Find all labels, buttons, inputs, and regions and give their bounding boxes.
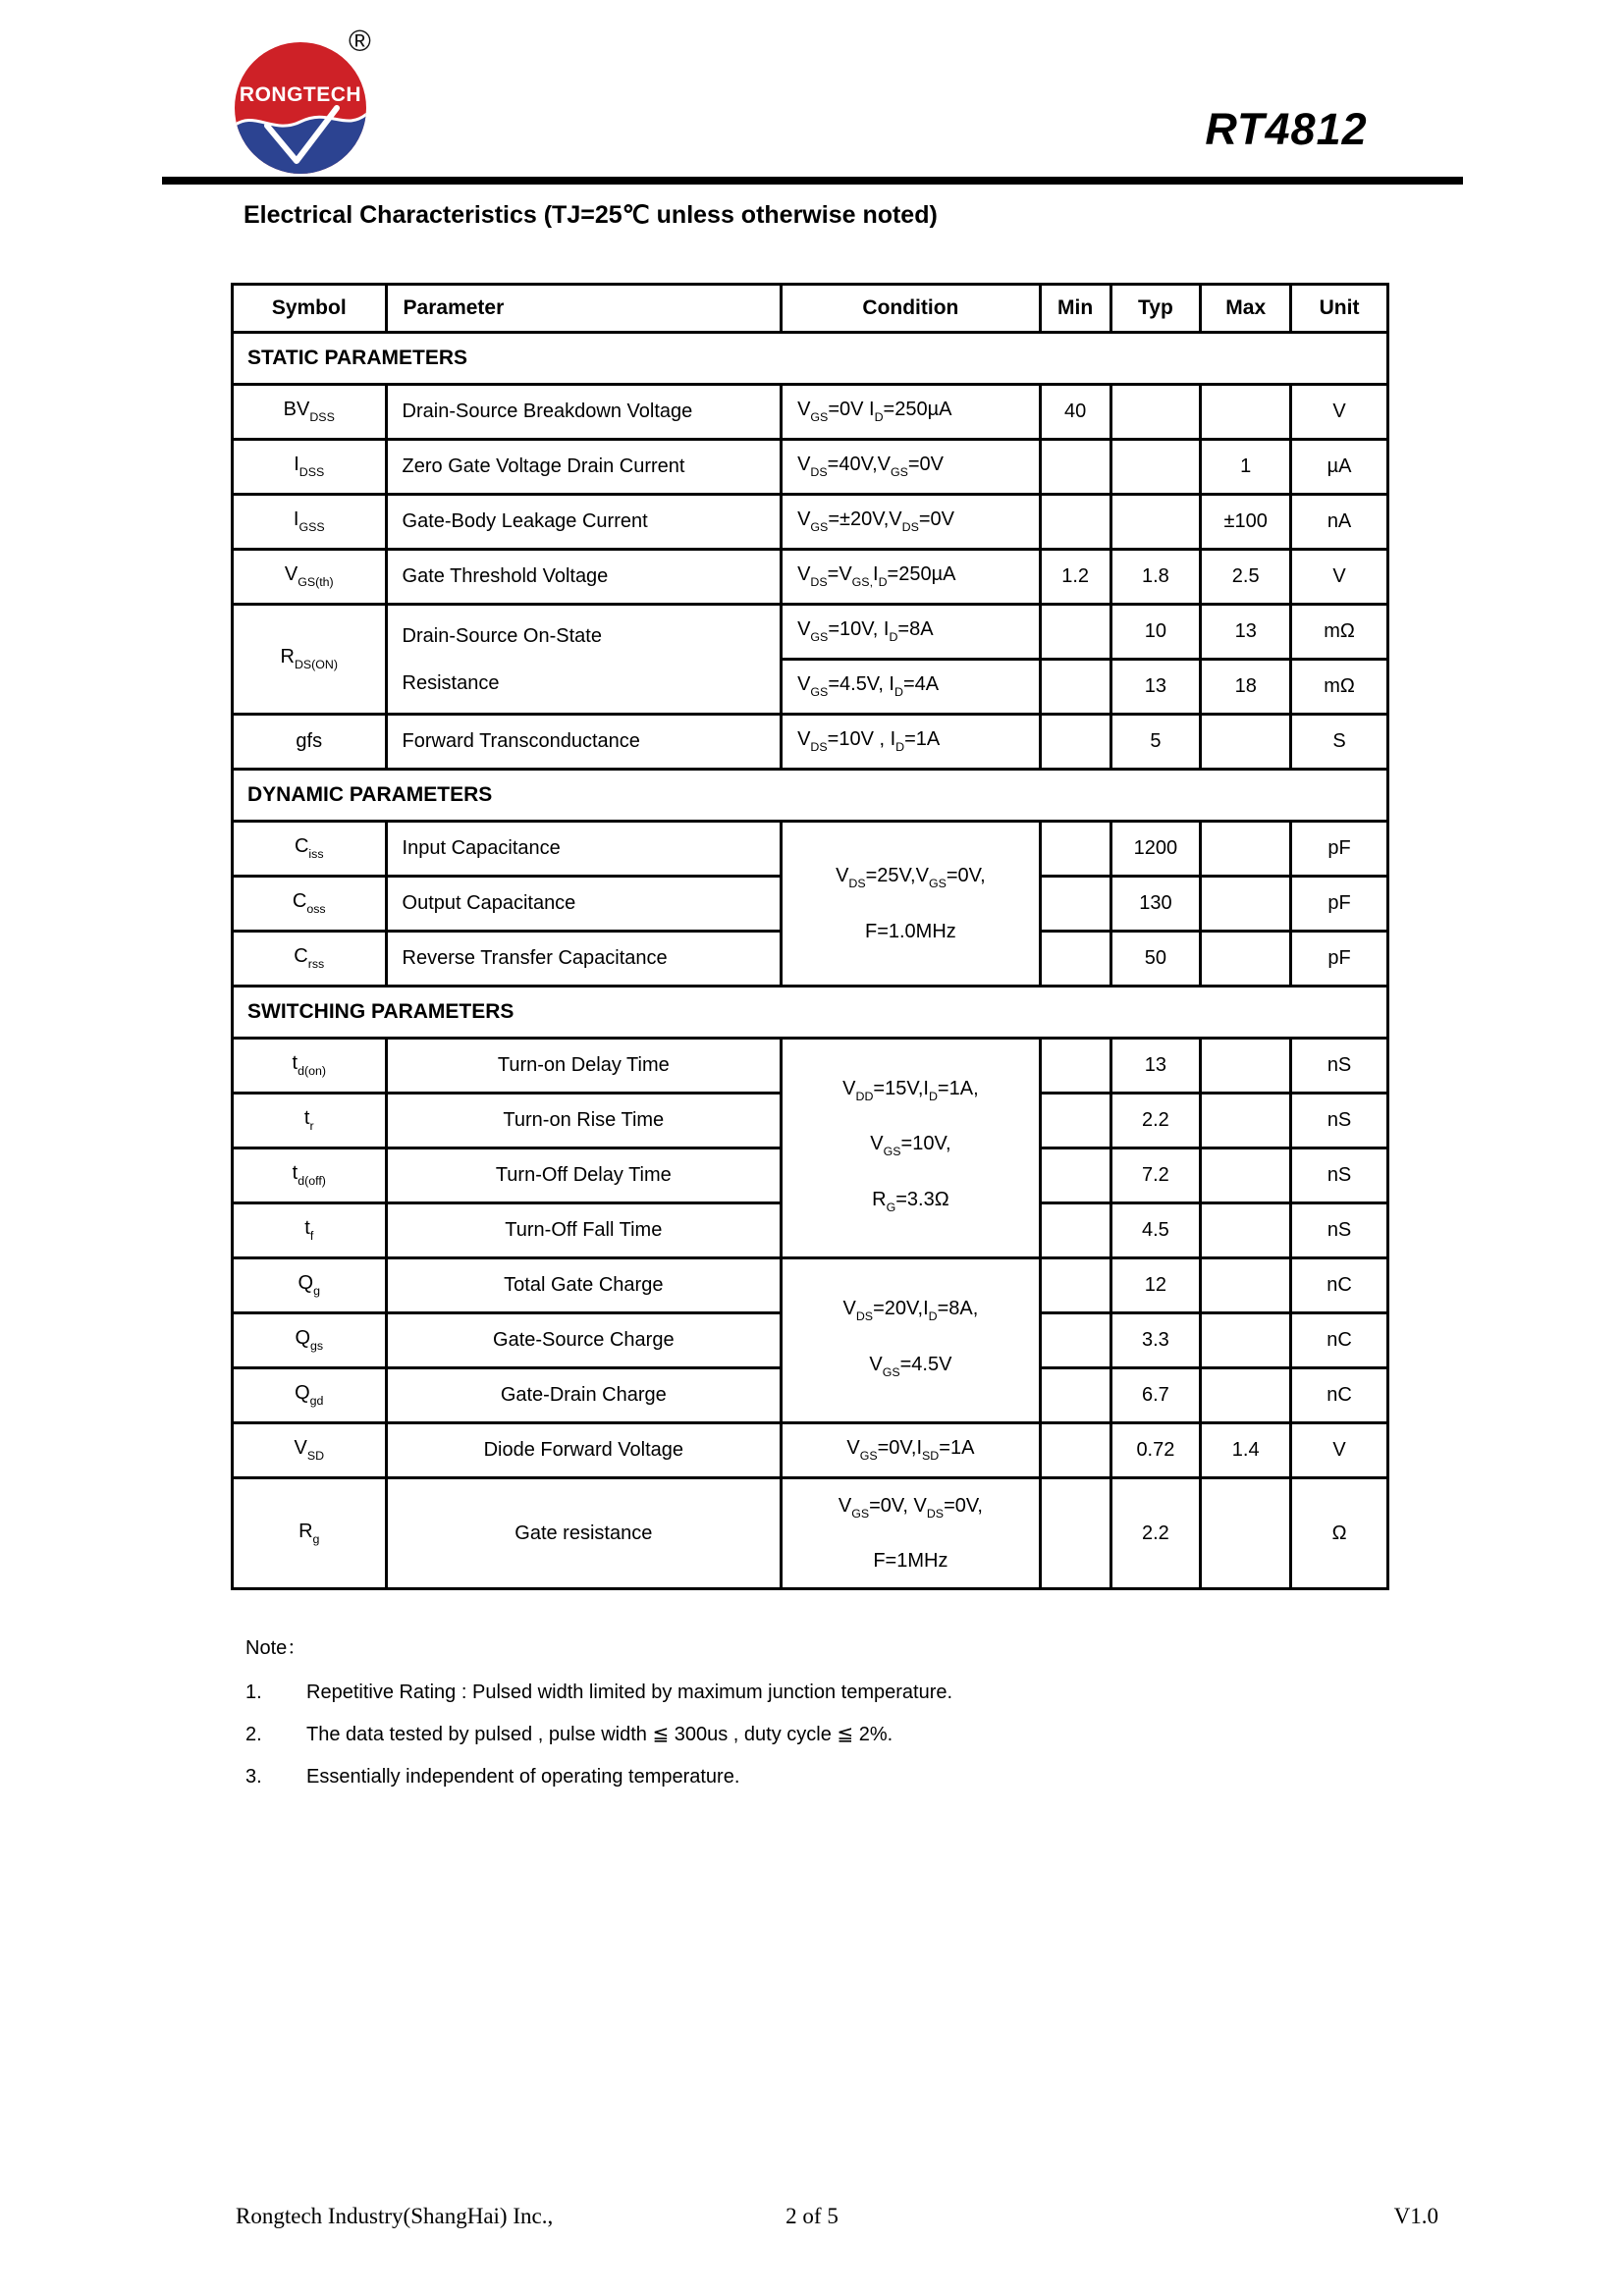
page-title: Electrical Characteristics (TJ=25℃ unless otherwise noted) [244, 201, 938, 229]
cell-typ [1110, 385, 1201, 440]
cell-symbol: $I_{DSS}$ [233, 440, 387, 495]
table-row [233, 550, 1388, 605]
cell-parameter: Drain-Source On-State Resistance [386, 605, 782, 715]
cell-min: 1.2 [1040, 550, 1110, 605]
cell-min [1040, 1368, 1110, 1423]
note-item [245, 1764, 1375, 1789]
table-row [233, 715, 1388, 770]
cell-parameter: Gate-Body Leakage Current [386, 495, 782, 550]
cell-condition: $V_{DS}=25V,V_{GS}=0V$, F=1.0MHz [782, 822, 1041, 987]
cell-symbol: $C_{rss}$ [233, 932, 387, 987]
cell-condition: $V_{GS}=0V$, $V_{DS}=0V$, F=1MHz [782, 1478, 1041, 1589]
cell-typ: 7.2 [1110, 1148, 1201, 1203]
cell-max [1201, 1148, 1291, 1203]
cell-condition: $V_{GS}=\pm 20V,V_{DS}=0V$ [782, 495, 1041, 550]
cell-parameter: Turn-Off Delay Time [386, 1148, 782, 1203]
header-rule [162, 177, 1463, 185]
cell-typ: 13 [1110, 660, 1201, 715]
page-footer [0, 2204, 1624, 2233]
cell-max [1201, 1258, 1291, 1313]
cell-typ: 10 [1110, 605, 1201, 660]
cell-parameter: Forward Transconductance [386, 715, 782, 770]
cell-min [1040, 877, 1110, 932]
note-number: 1. [245, 1682, 262, 1703]
cell-parameter: Zero Gate Voltage Drain Current [386, 440, 782, 495]
cell-typ [1110, 495, 1201, 550]
cell-max: 1 [1201, 440, 1291, 495]
cell-min [1040, 440, 1110, 495]
cell-unit: V [1291, 1423, 1388, 1478]
cell-symbol: $V_{GS(th)}$ [233, 550, 387, 605]
table-row [233, 822, 1388, 877]
cell-condition: $V_{GS}=0V,I_{SD}=1A$ [782, 1423, 1041, 1478]
section-header-row [233, 333, 1388, 385]
cell-min [1040, 932, 1110, 987]
cell-max [1201, 1313, 1291, 1368]
cell-typ: 5 [1110, 715, 1201, 770]
cell-parameter: Diode Forward Voltage [386, 1423, 782, 1478]
cell-typ: 0.72 [1110, 1423, 1201, 1478]
table-row [233, 495, 1388, 550]
cell-parameter: Drain-Source Breakdown Voltage [386, 385, 782, 440]
cell-condition: $V_{GS}=4.5V$, $I_D=4A$ [782, 660, 1041, 715]
note-text: Essentially independent of operating temperature. [306, 1766, 740, 1788]
cell-parameter: Reverse Transfer Capacitance [386, 932, 782, 987]
cell-symbol: $t_{d(off)}$ [233, 1148, 387, 1203]
cell-max [1201, 1094, 1291, 1148]
cell-symbol: $C_{iss}$ [233, 822, 387, 877]
column-header-typ: Typ [1110, 285, 1201, 333]
cell-unit: V [1291, 550, 1388, 605]
cell-max: ±100 [1201, 495, 1291, 550]
cell-min [1040, 1423, 1110, 1478]
column-header-parameter: Parameter [386, 285, 782, 333]
table-row [233, 1039, 1388, 1094]
cell-symbol: $BV_{DSS}$ [233, 385, 387, 440]
cell-symbol: $V_{SD}$ [233, 1423, 387, 1478]
cell-min [1040, 1039, 1110, 1094]
cell-min [1040, 822, 1110, 877]
cell-min [1040, 1313, 1110, 1368]
cell-unit: mΩ [1291, 605, 1388, 660]
cell-min [1040, 1203, 1110, 1258]
cell-parameter: Turn-on Rise Time [386, 1094, 782, 1148]
cell-min [1040, 495, 1110, 550]
note-text: Repetitive Rating : Pulsed width limited by maximum junction temperature. [306, 1682, 953, 1703]
note-item [245, 1722, 1375, 1747]
cell-max [1201, 385, 1291, 440]
section-title: SWITCHING PARAMETERS [233, 987, 1388, 1039]
section-header-row [233, 987, 1388, 1039]
cell-condition: $V_{DS}=V_{GS,}I_D=250\mu A$ [782, 550, 1041, 605]
electrical-characteristics-table [231, 283, 1389, 1590]
cell-typ: 2.2 [1110, 1478, 1201, 1589]
table-header-row [233, 285, 1388, 333]
cell-unit: nC [1291, 1313, 1388, 1368]
note-text: The data tested by pulsed , pulse width ≦ 300us , duty cycle ≦ 2%. [306, 1724, 893, 1745]
cell-min: 40 [1040, 385, 1110, 440]
cell-max [1201, 1039, 1291, 1094]
cell-max [1201, 1478, 1291, 1589]
cell-typ: 1200 [1110, 822, 1201, 877]
cell-typ: 50 [1110, 932, 1201, 987]
cell-symbol: $t_r$ [233, 1094, 387, 1148]
cell-max [1201, 932, 1291, 987]
cell-unit: V [1291, 385, 1388, 440]
cell-typ: 6.7 [1110, 1368, 1201, 1423]
cell-unit: pF [1291, 877, 1388, 932]
cell-unit: nS [1291, 1039, 1388, 1094]
cell-max [1201, 715, 1291, 770]
cell-unit: nC [1291, 1368, 1388, 1423]
cell-symbol: $Q_{gd}$ [233, 1368, 387, 1423]
cell-parameter: Gate Threshold Voltage [386, 550, 782, 605]
cell-max [1201, 877, 1291, 932]
cell-unit: nA [1291, 495, 1388, 550]
cell-condition: $V_{DS}=10V$ , $I_D=1A$ [782, 715, 1041, 770]
footer-company: Rongtech Industry(ShangHai) Inc., [236, 2204, 554, 2228]
note-item [245, 1680, 1375, 1705]
cell-typ: 130 [1110, 877, 1201, 932]
cell-typ: 2.2 [1110, 1094, 1201, 1148]
section-header-row [233, 770, 1388, 822]
cell-unit: µA [1291, 440, 1388, 495]
table-row [233, 1258, 1388, 1313]
cell-typ: 13 [1110, 1039, 1201, 1094]
note-number: 2. [245, 1724, 262, 1745]
column-header-unit: Unit [1291, 285, 1388, 333]
cell-unit: pF [1291, 932, 1388, 987]
cell-unit: nS [1291, 1203, 1388, 1258]
table-row [233, 385, 1388, 440]
column-header-max: Max [1201, 285, 1291, 333]
cell-min [1040, 715, 1110, 770]
note-label: Note： [245, 1637, 307, 1659]
cell-max: 13 [1201, 605, 1291, 660]
cell-symbol: $t_f$ [233, 1203, 387, 1258]
cell-symbol: $I_{GSS}$ [233, 495, 387, 550]
table-row [233, 605, 1388, 660]
cell-parameter: Output Capacitance [386, 877, 782, 932]
cell-parameter: Turn-Off Fall Time [386, 1203, 782, 1258]
footer-version: V1.0 [1393, 2204, 1438, 2228]
cell-typ: 12 [1110, 1258, 1201, 1313]
cell-min [1040, 660, 1110, 715]
cell-symbol: $t_{d(on)}$ [233, 1039, 387, 1094]
footer-page-number: 2 of 5 [785, 2204, 839, 2228]
note-number: 3. [245, 1766, 262, 1788]
section-title: DYNAMIC PARAMETERS [233, 770, 1388, 822]
cell-parameter: Turn-on Delay Time [386, 1039, 782, 1094]
cell-max [1201, 822, 1291, 877]
cell-parameter: Gate-Drain Charge [386, 1368, 782, 1423]
cell-unit: pF [1291, 822, 1388, 877]
cell-max: 2.5 [1201, 550, 1291, 605]
registered-trademark-icon: ® [349, 24, 371, 58]
cell-min [1040, 1258, 1110, 1313]
cell-typ: 1.8 [1110, 550, 1201, 605]
cell-condition: $V_{DD}=15V,I_D=1A$, $V_{GS}=10V$, $R_G=3.3\Omega$ [782, 1039, 1041, 1258]
cell-max [1201, 1203, 1291, 1258]
cell-symbol: $R_{DS(ON)}$ [233, 605, 387, 715]
cell-condition: $V_{DS}=40V,V_{GS}=0V$ [782, 440, 1041, 495]
cell-parameter: Total Gate Charge [386, 1258, 782, 1313]
table-row [233, 1478, 1388, 1589]
cell-condition: $V_{DS}=20V,I_D=8A$, $V_{GS}=4.5V$ [782, 1258, 1041, 1423]
cell-unit: nC [1291, 1258, 1388, 1313]
cell-unit: S [1291, 715, 1388, 770]
table-body [233, 333, 1388, 1589]
logo-text: RONGTECH [239, 83, 362, 106]
section-title: STATIC PARAMETERS [233, 333, 1388, 385]
cell-symbol: $R_g$ [233, 1478, 387, 1589]
column-header-symbol: Symbol [233, 285, 387, 333]
cell-condition: $V_{GS}=10V$, $I_D=8A$ [782, 605, 1041, 660]
cell-unit: Ω [1291, 1478, 1388, 1589]
cell-unit: nS [1291, 1148, 1388, 1203]
cell-min [1040, 605, 1110, 660]
cell-condition: $V_{GS}=0V$ $I_D=250\mu A$ [782, 385, 1041, 440]
table-row [233, 1423, 1388, 1478]
company-logo [232, 24, 408, 187]
cell-symbol: $Q_g$ [233, 1258, 387, 1313]
cell-max [1201, 1368, 1291, 1423]
cell-symbol: gfs [233, 715, 387, 770]
cell-parameter: Gate-Source Charge [386, 1313, 782, 1368]
cell-max: 1.4 [1201, 1423, 1291, 1478]
cell-max: 18 [1201, 660, 1291, 715]
cell-min [1040, 1478, 1110, 1589]
cell-typ [1110, 440, 1201, 495]
cell-typ: 3.3 [1110, 1313, 1201, 1368]
column-header-condition: Condition [782, 285, 1041, 333]
cell-unit: mΩ [1291, 660, 1388, 715]
note-list [245, 1680, 1375, 1789]
column-header-min: Min [1040, 285, 1110, 333]
cell-symbol: $C_{oss}$ [233, 877, 387, 932]
cell-parameter: Gate resistance [386, 1478, 782, 1589]
part-number: RT4812 [1205, 104, 1368, 154]
table-row [233, 440, 1388, 495]
logo-graphic [232, 39, 369, 177]
cell-symbol: $Q_{gs}$ [233, 1313, 387, 1368]
notes-section [245, 1631, 1375, 1806]
cell-parameter: Input Capacitance [386, 822, 782, 877]
cell-min [1040, 1148, 1110, 1203]
cell-typ: 4.5 [1110, 1203, 1201, 1258]
cell-min [1040, 1094, 1110, 1148]
cell-unit: nS [1291, 1094, 1388, 1148]
